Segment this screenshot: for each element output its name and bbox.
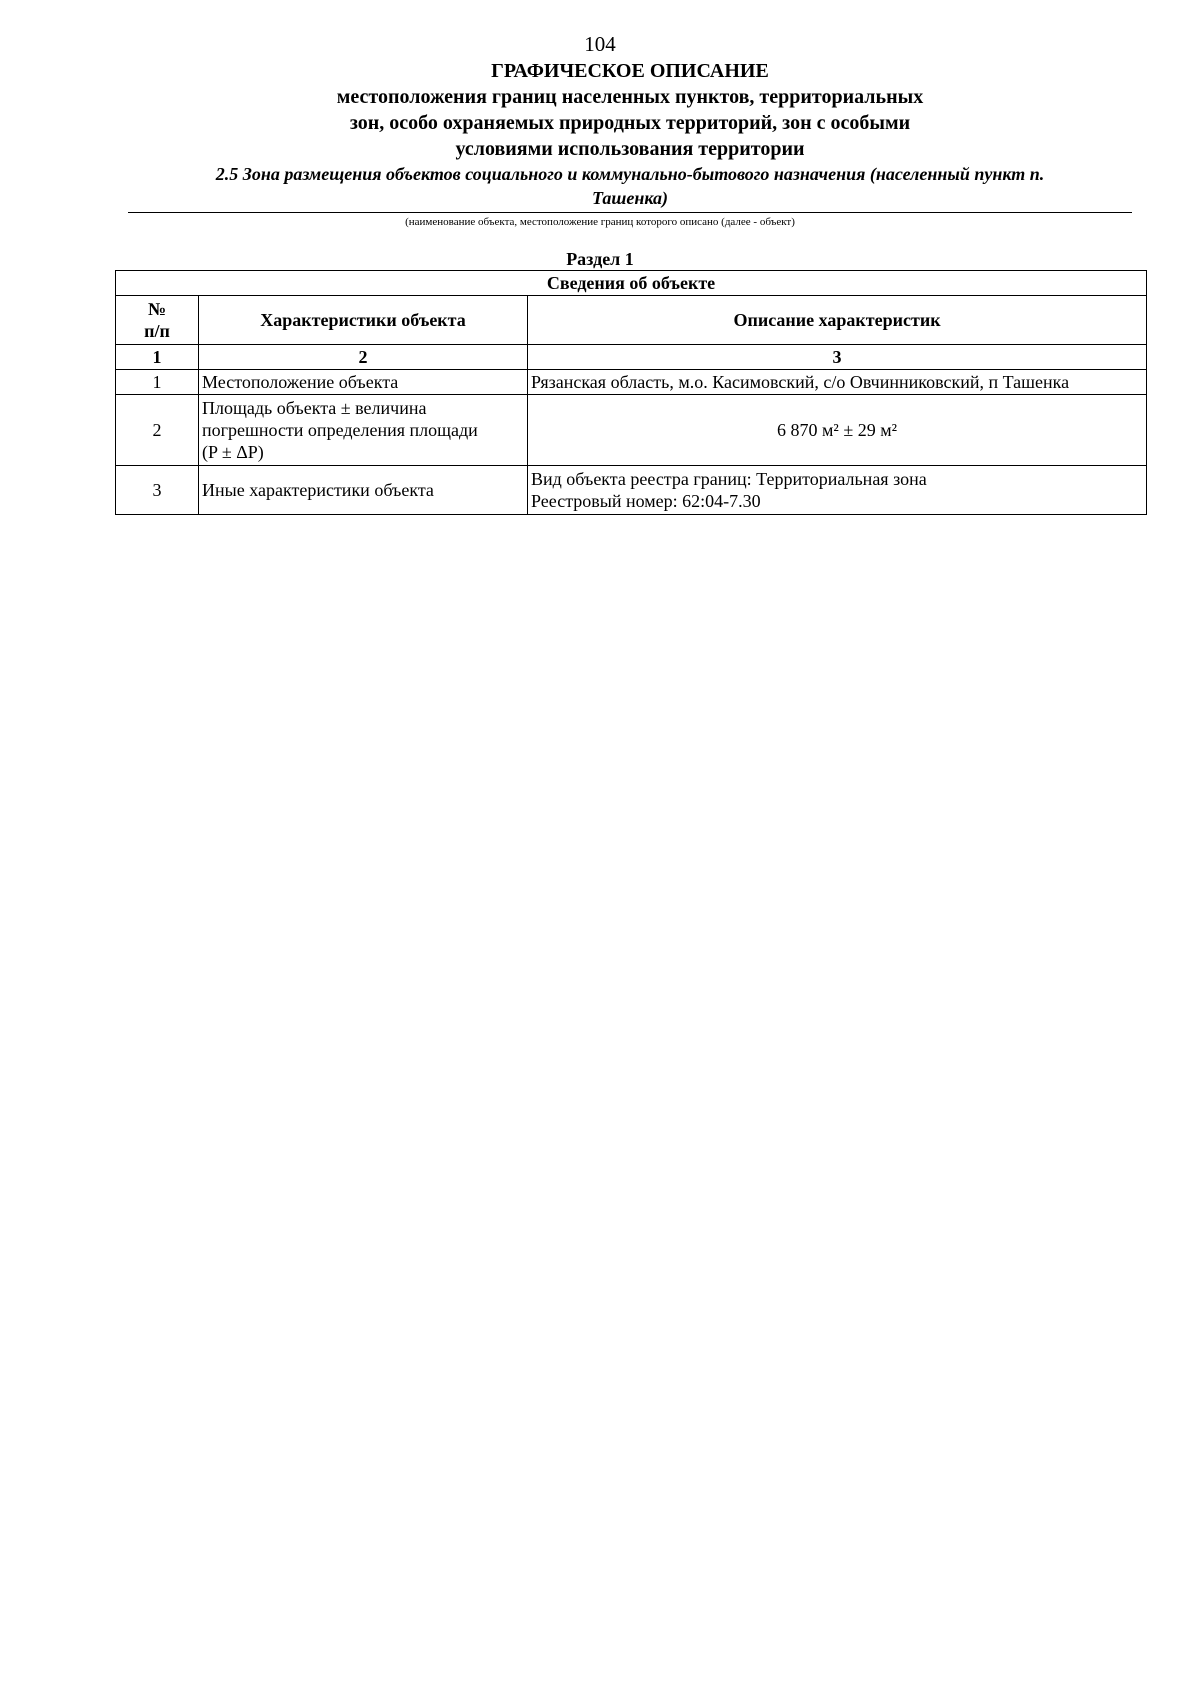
characteristic-line: Иные характеристики объекта [202, 480, 434, 500]
header-number [116, 296, 199, 345]
table-header-row [116, 296, 1147, 345]
description-line: Вид объекта реестра границ: Территориальная зона [531, 469, 927, 489]
table-row [116, 370, 1147, 395]
page-number: 104 [584, 32, 616, 56]
column-number-row [116, 345, 1147, 370]
description-line: Рязанская область, м.о. Касимовский, с/о Овчинниковский, п Ташенка [531, 372, 1070, 392]
object-name [150, 162, 1110, 210]
object-info-table [115, 270, 1147, 515]
row-characteristic [199, 466, 528, 515]
header-characteristic: Характеристики объекта [199, 296, 528, 345]
characteristic-line: Площадь объекта ± величина [202, 398, 427, 418]
column-number: 2 [199, 345, 528, 370]
row-characteristic [199, 395, 528, 466]
characteristic-line: (P ± ΔP) [202, 442, 264, 462]
row-description [528, 466, 1147, 515]
description-line: Реестровый номер: 62:04-7.30 [531, 491, 761, 511]
object-name-underline [128, 212, 1132, 213]
row-description [528, 395, 1147, 466]
document-title: ГРАФИЧЕСКОЕ ОПИСАНИЕ [491, 60, 769, 82]
characteristic-line: погрешности определения площади [202, 420, 478, 440]
table-caption-row [116, 271, 1147, 296]
document-subtitle-line: условиями использования территории [455, 138, 805, 160]
table-row [116, 395, 1147, 466]
object-name-line: Ташенка) [592, 188, 668, 208]
row-number: 2 [116, 395, 199, 466]
header-description: Описание характеристик [528, 296, 1147, 345]
header-number-line: п/п [144, 321, 170, 341]
header-number-line: № [147, 299, 167, 319]
object-caption: (наименование объекта, местоположение границ которого описано (далее - объект) [405, 216, 795, 228]
description-line: 6 870 м² ± 29 м² [777, 420, 897, 440]
row-characteristic [199, 370, 528, 395]
characteristic-line: Местоположение объекта [202, 372, 399, 392]
table-caption: Сведения об объекте [116, 271, 1147, 296]
column-number: 1 [116, 345, 199, 370]
row-number: 1 [116, 370, 199, 395]
row-description [528, 370, 1147, 395]
row-number: 3 [116, 466, 199, 515]
document-subtitle-line: зон, особо охраняемых природных территорий, зон с особыми [349, 112, 911, 134]
table-row [116, 466, 1147, 515]
column-number: 3 [528, 345, 1147, 370]
document-title-block [130, 58, 1130, 162]
section-title: Раздел 1 [566, 249, 634, 269]
object-name-line: 2.5 Зона размещения объектов социального и коммунально-бытового назначения (населенный пункт п. [215, 164, 1045, 184]
document-subtitle-line: местоположения границ населенных пунктов, территориальных [336, 86, 924, 108]
